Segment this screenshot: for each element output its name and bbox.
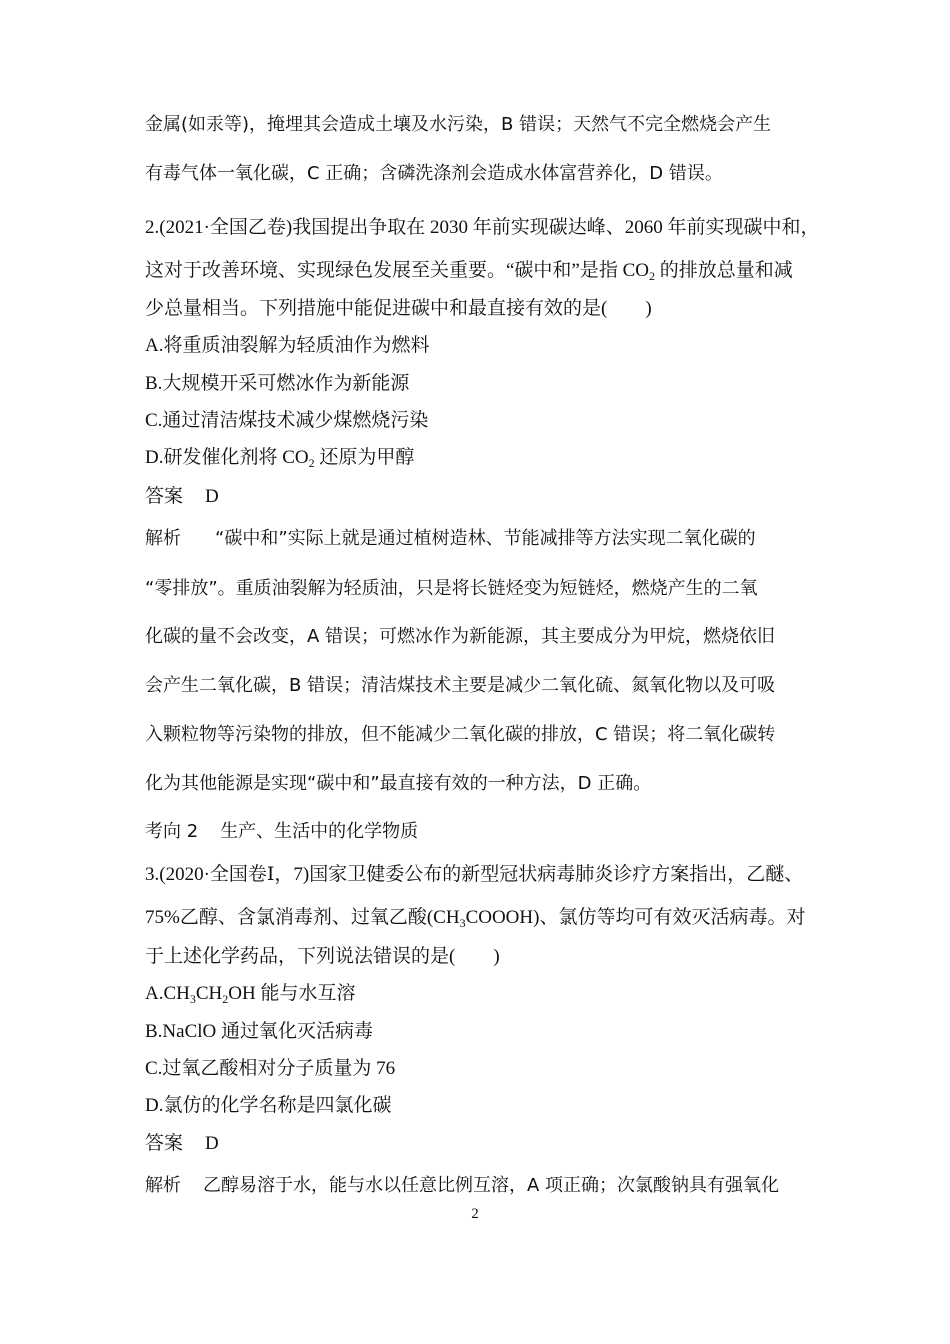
page-number: 2 xyxy=(471,1206,479,1222)
q2-analysis-line-1: 解析 “碳中和”实际上就是通过植树造林、节能减排等方法实现二氧化碳的 xyxy=(145,528,756,549)
q3-stem-line-1: 3.(2020·全国卷Ⅰ，7)国家卫健委公布的新型冠状病毒肺炎诊疗方案指出，乙醚、 xyxy=(145,864,804,885)
q3-option-a: $A.CH_3CH_2OH$ 能与水互溶 xyxy=(145,983,356,1006)
q2-analysis-line-5: 入颗粒物等污染物的排放，但不能减少二氧化碳的排放，C 错误；将二氧化碳转 xyxy=(145,724,776,745)
q2-option-c: C.通过清洁煤技术减少煤燃烧污染 xyxy=(145,410,429,431)
q2-analysis-line-6: 化为其他能源是实现“碳中和”最直接有效的一种方法，D 正确。 xyxy=(145,773,652,794)
q3-option-b: B.NaClO 通过氧化灭活病毒 xyxy=(145,1021,374,1042)
q2-analysis-line-3: 化碳的量不会改变，A 错误；可燃冰作为新能源，其主要成分为甲烷，燃烧依旧 xyxy=(145,626,776,647)
prev-analysis-line-2: 有毒气体一氧化碳，C 正确；含磷洗涤剂会造成水体富营养化，D 错误。 xyxy=(145,163,723,184)
q3-stem-line-3: 于上述化学药品，下列说法错误的是( ) xyxy=(145,946,500,967)
q2-stem-line-3: 少总量相当。下列措施中能促进碳中和最直接有效的是( ) xyxy=(145,298,652,319)
q2-stem-line-2: 这对于改善环境、实现绿色发展至关重要。“碳中和”是指 $CO_2$ 的排放总量和减 xyxy=(145,260,793,283)
q2-option-d: D.研发催化剂将 $CO_2$ 还原为甲醇 xyxy=(145,447,415,470)
q3-option-c: C.过氧乙酸相对分子质量为 76 xyxy=(145,1058,396,1079)
q3-option-d: D.氯仿的化学名称是四氯化碳 xyxy=(145,1095,392,1116)
q3-answer: 答案 D xyxy=(145,1133,219,1154)
q2-answer: 答案 D xyxy=(145,486,219,507)
q3-analysis-line-1: 解析 乙醇易溶于水，能与水以任意比例互溶，A 项正确；次氯酸钠具有强氧化 xyxy=(145,1175,780,1196)
q3-stem-line-2: 75%乙醇、含氯消毒剂、过氧乙酸$(CH_3COOOH)$、氯仿等均可有效灭活病毒。对 xyxy=(145,907,806,930)
section-heading: 考向 2 生产、生活中的化学物质 xyxy=(145,821,419,842)
q2-option-a: A.将重质油裂解为轻质油作为燃料 xyxy=(145,335,430,356)
q2-analysis-line-4: 会产生二氧化碳，B 错误；清洁煤技术主要是减少二氧化硫、氮氧化物以及可吸 xyxy=(145,675,776,696)
q2-analysis-line-2: “零排放”。重质油裂解为轻质油，只是将长链烃变为短链烃，燃烧产生的二氧 xyxy=(145,578,758,599)
q2-option-b: B.大规模开采可燃冰作为新能源 xyxy=(145,373,410,394)
prev-analysis-line-1: 金属(如汞等)，掩埋其会造成土壤及水污染，B 错误；天然气不完全燃烧会产生 xyxy=(145,114,772,135)
q2-stem-line-1: 2.(2021·全国乙卷)我国提出争取在 2030 年前实现碳达峰、2060 年前实现碳中和， xyxy=(145,217,820,238)
